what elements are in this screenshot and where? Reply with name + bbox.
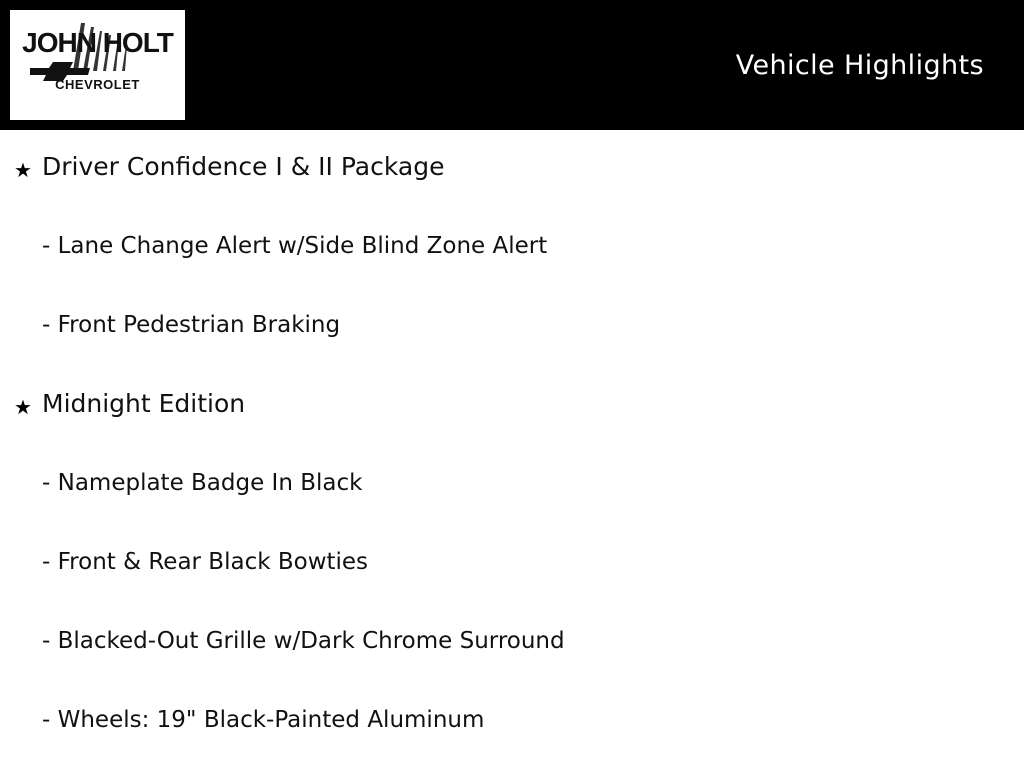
list-item (0, 547, 1024, 626)
list-item-label: - Front & Rear Black Bowties (42, 549, 369, 575)
list-item (0, 626, 1024, 705)
list-item (0, 705, 1024, 784)
list-item-label: Midnight Edition (42, 389, 246, 418)
list-item (0, 152, 1024, 231)
list-item-label: - Wheels: 19" Black-Painted Aluminum (42, 707, 485, 733)
list-item-label: - Nameplate Badge In Black (42, 470, 363, 496)
star-icon: ★ (14, 158, 32, 182)
list-item-label: Driver Confidence I & II Package (42, 152, 445, 181)
dealer-logo (10, 10, 185, 120)
logo-inner (13, 19, 183, 111)
star-icon: ★ (14, 395, 32, 419)
highlights-list (0, 130, 1024, 784)
list-item (0, 231, 1024, 310)
list-item-label: - Blacked-Out Grille w/Dark Chrome Surround (42, 628, 565, 654)
page-title: Vehicle Highlights (735, 50, 984, 81)
list-item-label: - Lane Change Alert w/Side Blind Zone Alert (42, 233, 548, 259)
logo-wordmark: JOHN HOLT (22, 27, 173, 58)
list-item (0, 389, 1024, 468)
list-item (0, 310, 1024, 389)
header-bar (0, 0, 1024, 130)
list-item (0, 468, 1024, 547)
logo-subtext: CHEVROLET (55, 77, 140, 92)
list-item-label: - Front Pedestrian Braking (42, 312, 341, 338)
